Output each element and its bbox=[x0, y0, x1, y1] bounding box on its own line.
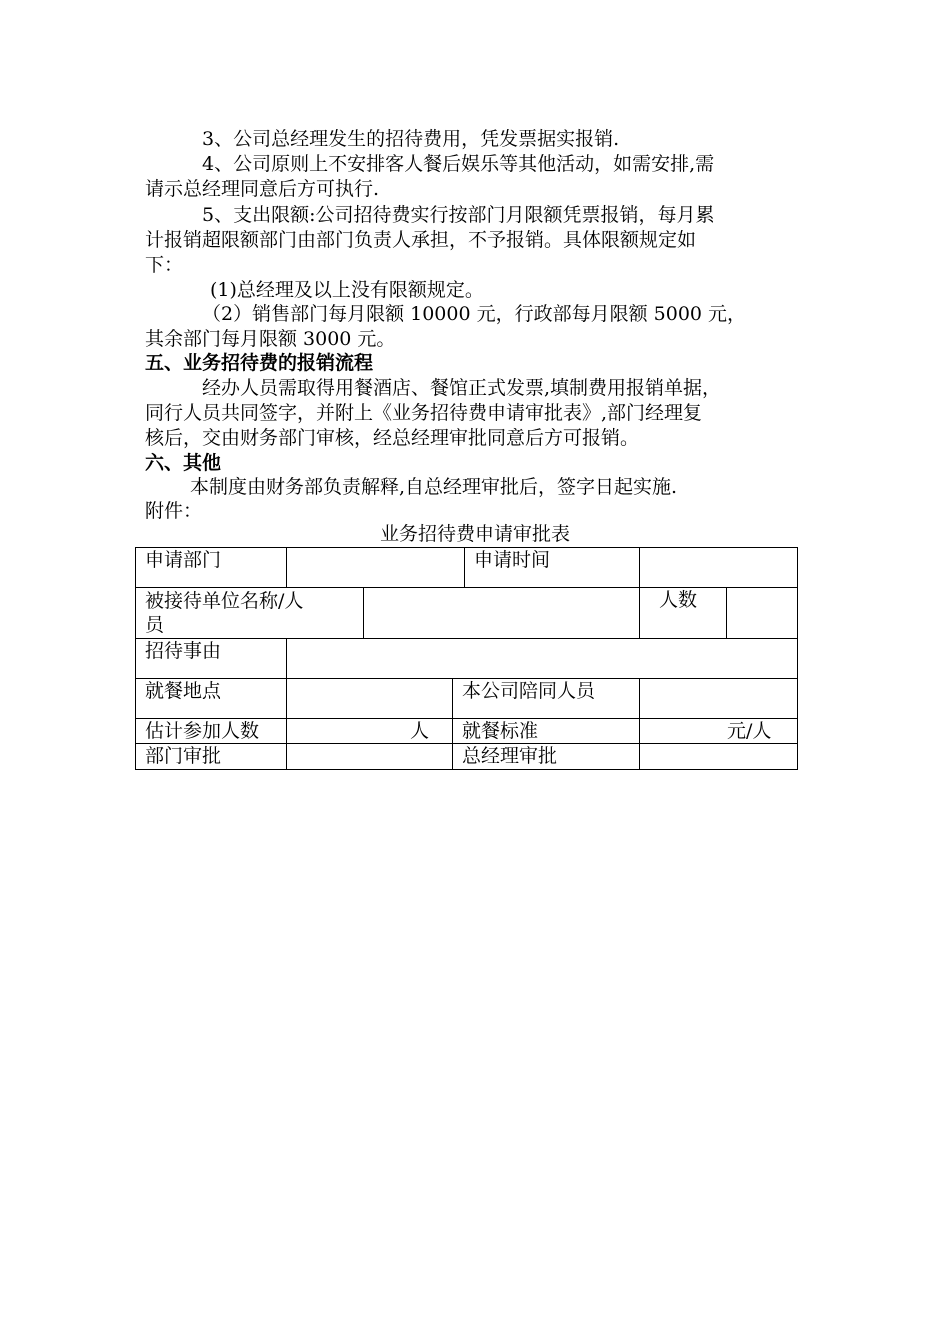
guest-unit-label-line-2: 员 bbox=[145, 614, 165, 636]
provision-3: 3、公司总经理发生的招待费用，凭发票据实报销. bbox=[202, 128, 620, 150]
est-attendees-label: 估计参加人数 bbox=[145, 720, 260, 742]
guest-unit-label-line-1: 被接待单位名称/人 bbox=[145, 590, 304, 612]
provision-5-line-3: 下： bbox=[145, 254, 184, 276]
guest-unit-label bbox=[135, 587, 363, 638]
section-6-heading: 六、其他 bbox=[145, 452, 222, 474]
section-5-line-3: 核后，交由财务部门审核，经总经理审批同意后方可报销。 bbox=[145, 427, 640, 449]
provision-4-line-2: 请示总经理同意后方可执行. bbox=[145, 178, 380, 200]
dept-approval-field[interactable] bbox=[286, 743, 452, 769]
section-6-line-1: 本制度由财务部负责解释,自总经理审批后，签字日起实施. bbox=[190, 476, 678, 498]
provision-4-line-1: 4、公司原则上不安排客人餐后娱乐等其他活动，如需安排,需 bbox=[202, 153, 715, 175]
provision-5-line-1: 5、支出限额:公司招待费实行按部门月限额凭票报销，每月累 bbox=[202, 204, 715, 226]
apply-time-label: 申请时间 bbox=[474, 549, 551, 571]
company-staff-field[interactable] bbox=[639, 678, 797, 718]
reason-field[interactable] bbox=[286, 638, 797, 678]
reason-label: 招待事由 bbox=[145, 640, 222, 662]
attachment-label: 附件： bbox=[145, 500, 203, 522]
company-staff-label: 本公司陪同人员 bbox=[462, 680, 596, 702]
limit-item-1: (1)总经理及以上没有限额规定。 bbox=[210, 279, 484, 301]
venue-label: 就餐地点 bbox=[145, 680, 222, 702]
limit-item-2-line-1: （2）销售部门每月限额 10000 元，行政部每月限额 5000 元， bbox=[202, 303, 747, 325]
section-5-heading: 五、业务招待费的报销流程 bbox=[145, 352, 374, 374]
apply-time-field[interactable] bbox=[639, 547, 797, 587]
apply-dept-field[interactable] bbox=[286, 547, 464, 587]
meal-standard-label: 就餐标准 bbox=[462, 720, 539, 742]
limit-item-2-line-2: 其余部门每月限额 3000 元。 bbox=[145, 328, 396, 350]
provision-5-line-2: 计报销超限额部门由部门负责人承担，不予报销。具体限额规定如 bbox=[145, 229, 697, 251]
headcount-label: 人数 bbox=[659, 589, 698, 611]
approval-form-table bbox=[135, 547, 798, 770]
dept-approval-label: 部门审批 bbox=[145, 745, 222, 767]
section-5-line-1: 经办人员需取得用餐酒店、餐馆正式发票,填制费用报销单据， bbox=[202, 377, 722, 399]
section-5-line-2: 同行人员共同签字，并附上《业务招待费申请审批表》,部门经理复 bbox=[145, 402, 703, 424]
person-unit: 人 bbox=[410, 720, 430, 742]
gm-approval-label: 总经理审批 bbox=[462, 745, 558, 767]
guest-unit-field[interactable] bbox=[363, 587, 639, 638]
table-border bbox=[135, 769, 798, 770]
form-title: 业务招待费申请审批表 bbox=[379, 523, 570, 545]
meal-standard-field[interactable] bbox=[639, 718, 797, 743]
per-person-unit: 元/人 bbox=[727, 720, 772, 742]
table-border bbox=[797, 547, 798, 770]
gm-approval-field[interactable] bbox=[639, 743, 797, 769]
headcount-field[interactable] bbox=[726, 587, 797, 638]
venue-field[interactable] bbox=[286, 678, 452, 718]
apply-dept-label: 申请部门 bbox=[145, 549, 222, 571]
